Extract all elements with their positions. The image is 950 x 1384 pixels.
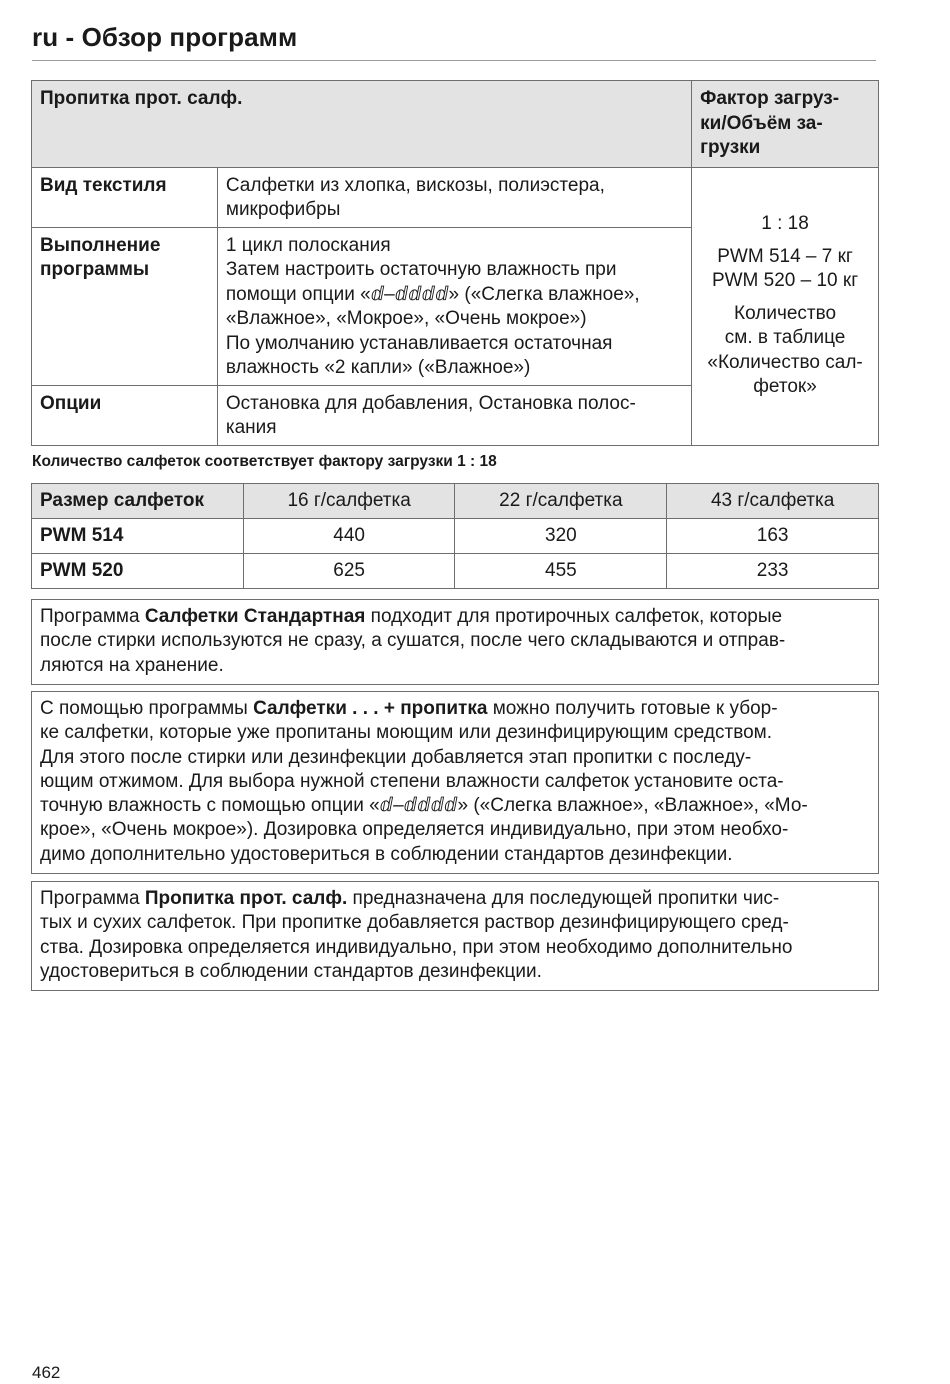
box-text: подходит для протирочных салфеток, которые после стирки используются не сразу, а сушатся, после чего складываются и отправ- ляются на хранение. (40, 606, 786, 676)
quantity-table-header (32, 484, 879, 519)
row-label: Выполнение программы (32, 227, 218, 385)
table-cell: 440 (243, 519, 455, 554)
table-cell: 233 (667, 554, 879, 589)
table-cell: 455 (455, 554, 667, 589)
program-name-bold: Пропитка прот. салф. (144, 888, 348, 909)
row-value: 1 цикл полоскания Затем настроить остаточную влажность при помощи опции «ⅆ–ⅆⅆⅆⅆ» («Слегка влажное», «Влажное», «Мокрое», «Очень мокрое») По умолчанию устанавливается остаточная влажность «2 капли» («Влажное») (217, 227, 691, 385)
program-name-bold: Салфетки Стандартная (144, 606, 366, 627)
load-ratio: 1 : 18 (761, 213, 809, 235)
quantity-reference: Количество см. в таблице «Количество сал- феток» (707, 302, 863, 398)
box-text: можно получить готовые к убор- ке салфетки, которые уже пропитаны моющим или дезинфицирующим средством. Для этого после стирки или дезинфекции добавляется этап пропитки с последу- ющим отжимом. Для выбора нужной степени влажности салфеток установите оста- точную влажность с помощью опции «ⅆ–ⅆⅆⅆⅆ» («Слегка влажное», «Влажное», «Мо- крое», «Очень мокрое»). Дозировка определяется индивидуально, при этом необхо- димо дополнительно удостовериться в соблюдении стандартов дезинфекции. (40, 698, 808, 865)
title-divider (32, 60, 876, 61)
info-box-standard (31, 599, 879, 685)
box-text: Программа (40, 606, 145, 627)
column-header: 43 г/салфетка (667, 484, 879, 519)
model-label: PWM 514 (32, 519, 244, 554)
load-factor-cell (692, 167, 879, 445)
factor-header: Фактор загруз- ки/Объём за- грузки (692, 81, 879, 168)
page-number: 462 (32, 1363, 61, 1382)
quantity-note: Количество салфеток соответствует фактору загрузки 1 : 18 (32, 453, 497, 470)
program-name: Пропитка прот. салф. (32, 81, 692, 168)
box-text: Программа (40, 888, 145, 909)
info-box-impregnation (31, 691, 879, 874)
column-header: Размер салфеток (32, 484, 244, 519)
program-table (31, 80, 879, 446)
row-label: Вид текстиля (32, 167, 218, 227)
program-table-header (32, 81, 879, 168)
table-cell: 163 (667, 519, 879, 554)
model-label: PWM 520 (32, 554, 244, 589)
row-label: Опции (32, 385, 218, 445)
quantity-table (31, 483, 879, 589)
page-title: ru - Обзор программ (32, 22, 298, 52)
program-name-bold: Салфетки . . . + пропитка (253, 698, 488, 719)
row-value: Остановка для добавления, Остановка полос- кания (217, 385, 691, 445)
table-cell: 320 (455, 519, 667, 554)
load-capacity: PWM 514 – 7 кг PWM 520 – 10 кг (711, 245, 859, 292)
column-header: 16 г/салфетка (243, 484, 455, 519)
table-cell: 625 (243, 554, 455, 589)
table-row (32, 519, 879, 554)
info-box-clean (31, 881, 879, 991)
box-text: С помощью программы (40, 698, 254, 719)
table-row (32, 554, 879, 589)
box-text: предназначена для последующей пропитки чис- тых и сухих салфеток. При пропитке добавляется раствор дезинфицирующего сред- ства. Дозировка определяется индивидуально, при этом необходимо дополнительно удостовериться в соблюдении стандартов дезинфекции. (40, 888, 793, 982)
table-row (32, 167, 879, 227)
row-value: Салфетки из хлопка, вискозы, полиэстера, микрофибры (217, 167, 691, 227)
column-header: 22 г/салфетка (455, 484, 667, 519)
